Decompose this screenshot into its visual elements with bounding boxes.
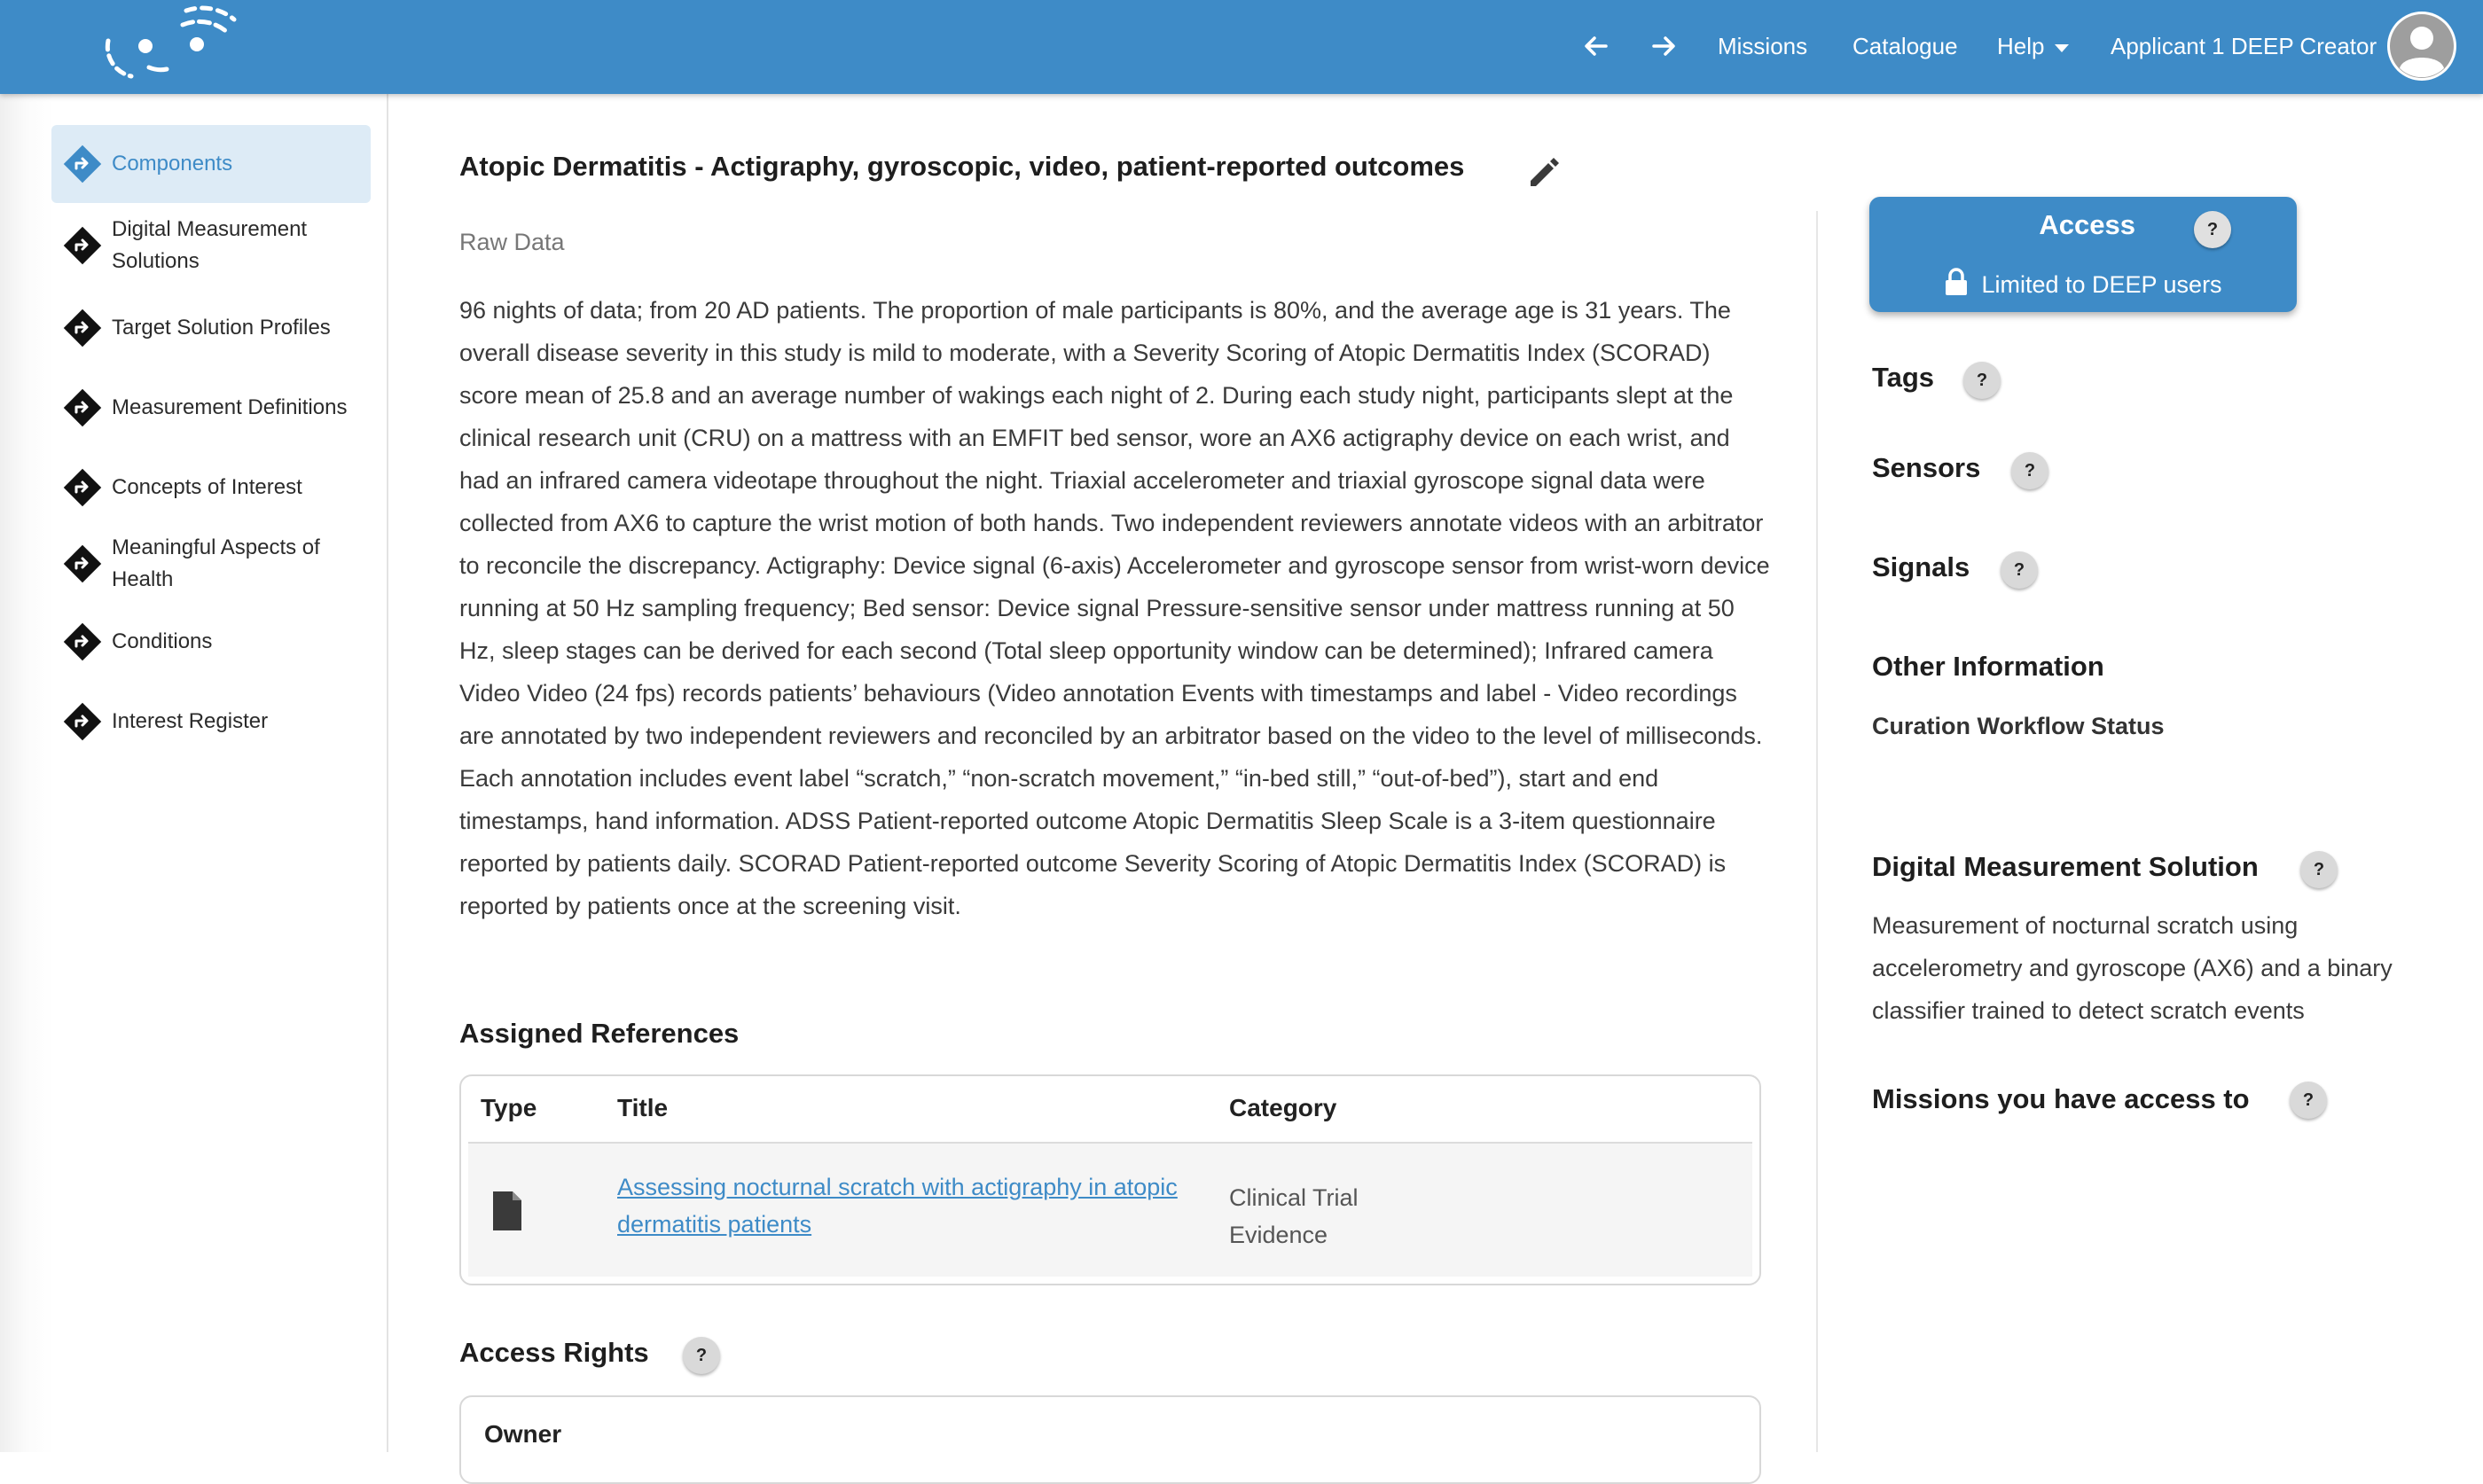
component-description: 96 nights of data; from 20 AD patients. The proportion of male participants is 80%, and the average age is 31 years. The overall disease severity in this study is mild to moderate, with a Severity Scoring of Atopic Dermatitis Index (SCORAD) score mean of 25.8 and an average number of wakings each night of 2. During each study night, participants slept at the clinical research unit (CRU) on a mattress with an EMFIT bed sensor, wore an AX6 actigraphy device on each wrist, and had an infrared camera videotape throughout the night. Triaxial accelerometer and triaxial gyroscope signal data were collected from AX6 to capture the wrist motion of both hands. Two independent reviewers annotate videos with an arbitrator to reconcile the discrepancy. Actigraphy: Device signal (6-axis) Accelerometer and gyroscope sensor from wrist-worn device running at 50 Hz sampling frequency; Bed sensor: Device signal Pressure-sensitive sensor under mattress running at 50 Hz, sleep stages can be derived for each second (Total sleep opportunity window can be determined); Infrared camera Video Video (24 fps) records patients’ behaviours (Video annotation Events with timestamps and label - Video recordings are annotated by two independent reviewers and reconciled by an arbitrator based on the video to the level of milliseconds. Each annotation includes event label “scratch,” “non-scratch movement,” “in-bed still,” “out-of-bed”), start and end timestamps, hand information. ADSS Patient-reported outcome Atopic Dermatitis Sleep Scale is a 3-item questionnaire reported by patients daily. SCORAD Patient-reported outcome Severity Scoring of Atopic Dermatitis Index (SCORAD) is reported by patients once at the screening visit. — [459, 297, 1770, 919]
sidebar-item-label: Meaningful Aspects of Health — [112, 535, 320, 591]
route-diamond-icon — [62, 621, 103, 662]
user-icon — [2387, 12, 2456, 81]
help-icon[interactable]: ? — [2011, 452, 2048, 489]
sidebar-item-label: Measurement Definitions — [112, 395, 348, 419]
reference-title-link[interactable]: Assessing nocturnal scratch with actigraphy in atopic dermatitis patients — [617, 1174, 1178, 1238]
access-level — [1869, 268, 2297, 299]
pencil-icon[interactable] — [1523, 151, 1564, 191]
sidebar-item-concepts-of-interest[interactable] — [51, 449, 371, 526]
arrow-left-icon[interactable] — [1577, 27, 1616, 66]
missions-heading: Missions you have access to — [1872, 1083, 2250, 1114]
nav-missions[interactable]: Missions — [1718, 33, 1808, 59]
access-title: Access — [2039, 209, 2135, 240]
nav-user-name[interactable]: Applicant 1 DEEP Creator — [2111, 33, 2377, 59]
route-diamond-icon — [62, 543, 103, 584]
nav-help-dropdown[interactable] — [1997, 27, 2069, 66]
access-card[interactable] — [1869, 197, 2297, 312]
signals-heading: Signals — [1872, 551, 1970, 582]
nav-help-label: Help — [1997, 33, 2045, 59]
sidebar-item-digital-measurement-solutions[interactable] — [51, 207, 371, 284]
access-level-text: Limited to DEEP users — [1981, 271, 2222, 298]
route-diamond-icon — [62, 701, 103, 742]
sidebar — [0, 94, 388, 1452]
column-header-type: Type — [481, 1094, 537, 1121]
document-icon — [490, 1190, 525, 1232]
lock-icon — [1944, 268, 1969, 296]
column-divider — [1816, 211, 1818, 1452]
sidebar-item-meaningful-aspects-of-health[interactable] — [51, 524, 371, 604]
help-icon[interactable]: ? — [2290, 1082, 2327, 1119]
other-information-heading: Other Information — [1872, 651, 2104, 682]
arrow-right-icon[interactable] — [1644, 27, 1683, 66]
references-table — [459, 1074, 1761, 1285]
sidebar-item-label: Digital Measurement Solutions — [112, 217, 308, 273]
sidebar-item-components[interactable] — [51, 125, 371, 203]
tags-heading: Tags — [1872, 362, 1935, 393]
page-title: Atopic Dermatitis - Actigraphy, gyroscopic, video, patient-reported outcomes — [459, 151, 1465, 182]
route-diamond-icon — [62, 467, 103, 508]
top-navigation-bar — [0, 0, 2483, 94]
digital-measurement-solution-heading: Digital Measurement Solution — [1872, 851, 2259, 882]
route-diamond-icon — [62, 308, 103, 348]
nav-catalogue[interactable]: Catalogue — [1852, 33, 1958, 59]
owner-panel — [459, 1395, 1761, 1484]
component-type: Raw Data — [459, 229, 565, 255]
chevron-down-icon — [2055, 44, 2069, 52]
sidebar-item-interest-register[interactable] — [51, 683, 371, 760]
sidebar-item-label: Components — [112, 152, 233, 176]
logo[interactable] — [96, 5, 238, 89]
digital-measurement-solution-text: Measurement of nocturnal scratch using accelerometry and gyroscope (AX6) and a binary classifier trained to detect scratch events — [1872, 912, 2393, 1024]
route-diamond-icon — [62, 144, 103, 184]
route-diamond-icon — [62, 387, 103, 428]
curation-workflow-status-label: Curation Workflow Status — [1872, 713, 2165, 739]
sidebar-item-label: Interest Register — [112, 709, 269, 733]
owner-label: Owner — [484, 1420, 562, 1448]
help-icon[interactable]: ? — [2001, 551, 2038, 589]
sensors-heading: Sensors — [1872, 452, 1981, 483]
column-header-title: Title — [617, 1094, 669, 1121]
help-icon[interactable]: ? — [2300, 851, 2338, 888]
table-row — [468, 1144, 1752, 1277]
sidebar-item-target-solution-profiles[interactable] — [51, 290, 371, 366]
help-icon[interactable]: ? — [1963, 362, 2001, 399]
sidebar-item-label: Conditions — [112, 629, 213, 653]
sidebar-item-label: Target Solution Profiles — [112, 316, 331, 340]
sidebar-item-conditions[interactable] — [51, 604, 371, 680]
sidebar-item-measurement-definitions[interactable] — [51, 370, 371, 446]
sidebar-item-label: Concepts of Interest — [112, 475, 302, 499]
help-icon[interactable]: ? — [2194, 211, 2231, 248]
assigned-references-heading: Assigned References — [459, 1018, 740, 1049]
column-header-category: Category — [1229, 1094, 1337, 1121]
reference-category: Clinical Trial Evidence — [1229, 1184, 1359, 1248]
access-rights-heading: Access Rights — [459, 1337, 649, 1368]
route-diamond-icon — [62, 225, 103, 266]
help-icon[interactable]: ? — [683, 1337, 720, 1374]
avatar[interactable] — [2387, 12, 2456, 81]
